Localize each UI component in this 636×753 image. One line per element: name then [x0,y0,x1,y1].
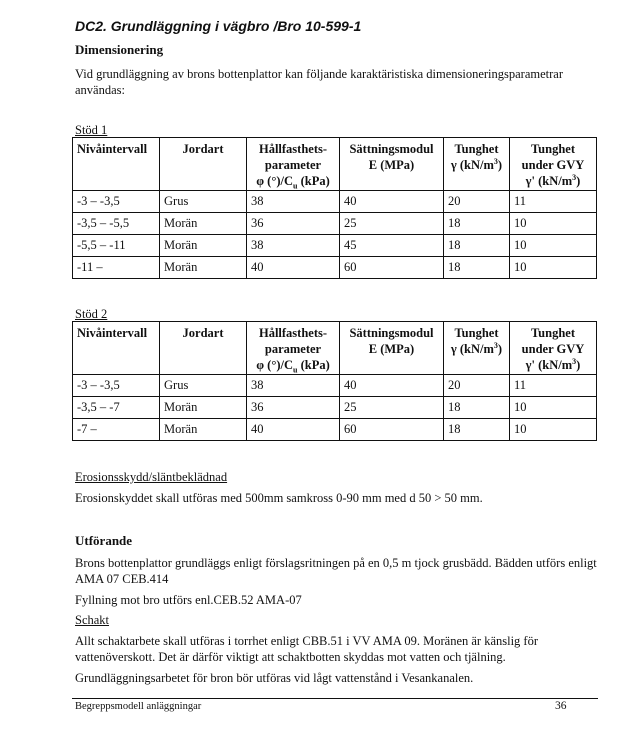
cell: 20 [444,375,510,397]
utforande-text-2: Fyllning mot bro utförs enl.CEB.52 AMA-07 [75,593,302,607]
cell: Grus [160,191,247,213]
cell: 18 [444,397,510,419]
stod1-label: Stöd 1 [75,123,108,137]
cell: -3 – -3,5 [73,191,160,213]
cell: 40 [340,191,444,213]
cell: -11 – [73,257,160,279]
footer-document-name: Begreppsmodell anläggningar [75,701,202,712]
cell: 38 [247,191,340,213]
schakt-text-1: Allt schaktarbete skall utföras i torrhet enligt CBB.51 i VV AMA 09. Moränen är känslig för vattenöverskott. Det är därför viktigt att schaktbotten skyddas mot vatten och tjälning. [75,634,539,664]
cell: 11 [510,191,597,213]
table-row [73,397,597,419]
erosion-heading: Erosionsskydd/släntbeklädnad [75,470,228,484]
col-nivaintervall: Nivåintervall [73,138,160,191]
cell: -3,5 – -7 [73,397,160,419]
cell: 10 [510,235,597,257]
footer-divider [72,698,598,699]
cell: 60 [340,419,444,441]
erosion-text: Erosionskyddet skall utföras med 500mm samkross 0-90 mm med d 50 > 50 mm. [75,491,483,505]
cell: 11 [510,375,597,397]
dimensionering-text: Vid grundläggning av brons bottenplattor kan följande karaktäristiska dimensioneringsparametrar användas: [75,67,564,97]
table-header-row [73,138,597,191]
cell: Morän [160,257,247,279]
cell: 20 [444,191,510,213]
cell: 36 [247,397,340,419]
cell: -3 – -3,5 [73,375,160,397]
cell: 10 [510,257,597,279]
col-sattningsmodul: Sättningsmodul E (MPa) [340,322,444,375]
col-jordart: Jordart [160,322,247,375]
dimensionering-heading: Dimensionering [75,42,164,57]
col-hallfasthet: Hållfasthets- parameter φ $(^\circ)/C_u$ (kPa) [247,138,340,191]
cell: 38 [247,235,340,257]
cell: 18 [444,213,510,235]
cell: Morän [160,213,247,235]
col-nivaintervall: Nivåintervall [73,322,160,375]
cell: Grus [160,375,247,397]
schakt-text-2: Grundläggningsarbetet för bron bör utföras vid lågt vattenstånd i Vesankanalen. [75,671,474,685]
stod1-table [72,137,597,279]
table-row [73,235,597,257]
col-tunghet: Tunghet γ $(kN/m^3)$ [444,322,510,375]
cell: 10 [510,397,597,419]
cell: 10 [510,419,597,441]
table-row [73,419,597,441]
table-row [73,257,597,279]
cell: 38 [247,375,340,397]
col-tunghet-gvy: Tunghet under GVY γ' $(kN/m^3)$ [510,138,597,191]
table-row [73,375,597,397]
schakt-heading: Schakt [75,613,110,627]
table-row [73,213,597,235]
cell: 60 [340,257,444,279]
page-title: DC2. Grundläggning i vägbro /Bro 10-599-1 [75,18,362,34]
col-jordart: Jordart [160,138,247,191]
table-header-row [73,322,597,375]
cell: 45 [340,235,444,257]
cell: 18 [444,419,510,441]
cell: 36 [247,213,340,235]
stod2-table [72,321,597,441]
utforande-heading: Utförande [75,533,133,548]
cell: Morän [160,235,247,257]
cell: 25 [340,213,444,235]
cell: 10 [510,213,597,235]
cell: 18 [444,235,510,257]
cell: Morän [160,397,247,419]
cell: 18 [444,257,510,279]
cell: 40 [340,375,444,397]
cell: -7 – [73,419,160,441]
cell: 25 [340,397,444,419]
page-number: 36 [555,700,567,712]
col-tunghet: Tunghet γ $(kN/m^3)$ [444,138,510,191]
utforande-text-1: Brons bottenplattor grundläggs enligt förslagsritningen på en 0,5 m tjock grusbädd. Bädden utförs enligt AMA 07 CEB.414 [75,556,597,586]
col-tunghet-gvy: Tunghet under GVY γ' $(kN/m^3)$ [510,322,597,375]
cell: -3,5 – -5,5 [73,213,160,235]
col-sattningsmodul: Sättningsmodul E (MPa) [340,138,444,191]
cell: 40 [247,419,340,441]
table-row [73,191,597,213]
cell: 40 [247,257,340,279]
cell: -5,5 – -11 [73,235,160,257]
col-hallfasthet: Hållfasthets- parameter φ $(^\circ)/C_u$ (kPa) [247,322,340,375]
cell: Morän [160,419,247,441]
stod2-label: Stöd 2 [75,307,108,321]
